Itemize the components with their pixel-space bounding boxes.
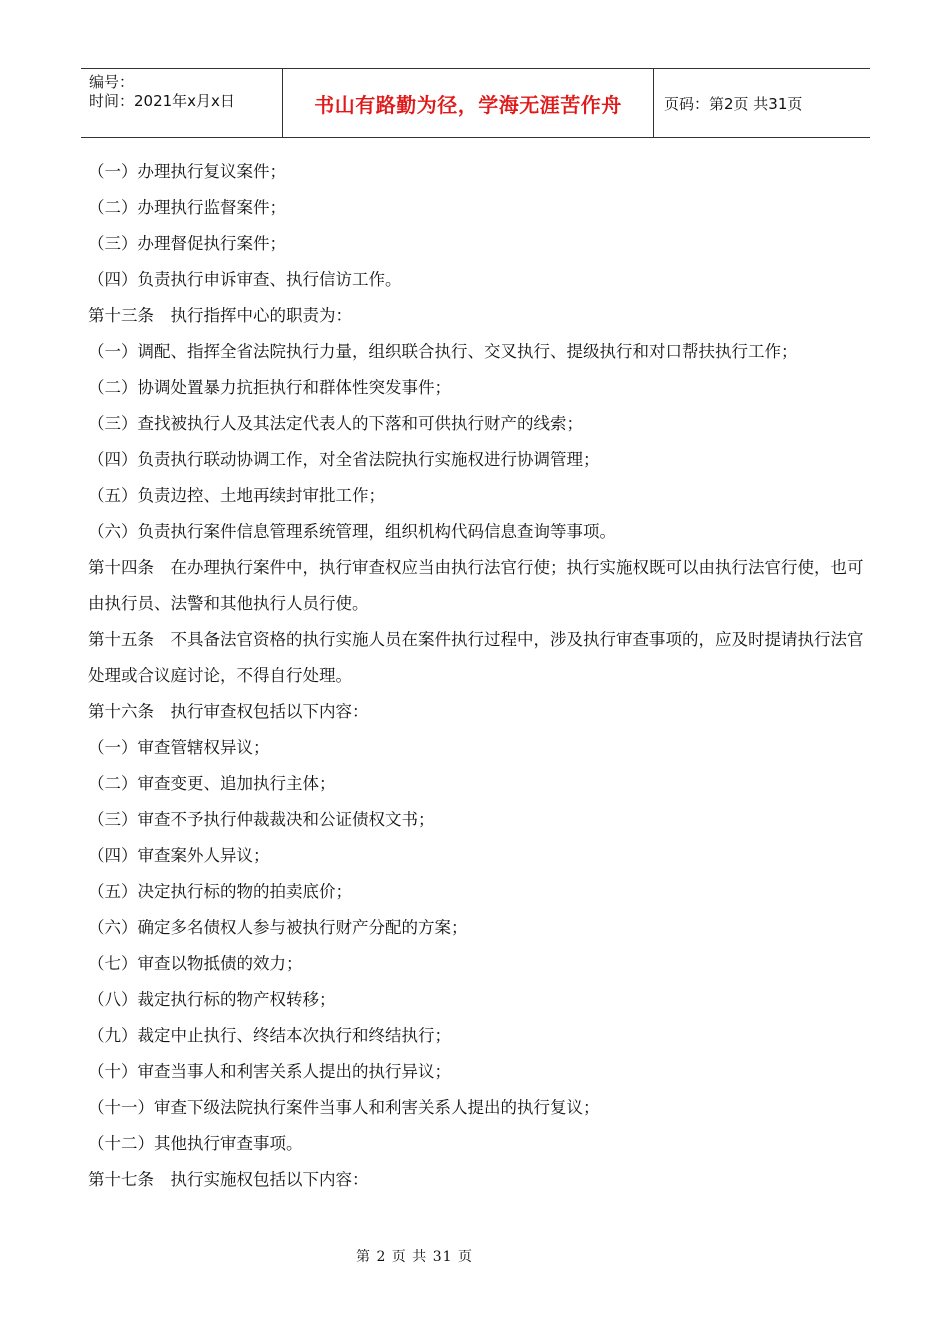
header-page-label: 页码：第2页 共31页 [664, 94, 803, 113]
paragraph: （十二）其他执行审查事项。 [88, 1134, 303, 1153]
paragraph: （一）审查管辖权异议； [88, 738, 270, 757]
footer-page-number: 第 2 页 共 31 页 [356, 1249, 473, 1265]
paragraph: （六）确定多名债权人参与被执行财产分配的方案； [88, 918, 468, 937]
header-meta [81, 69, 283, 137]
header-motto: 书山有路勤为径，学海无涯苦作舟 [314, 92, 622, 117]
paragraph: （一）调配、指挥全省法院执行力量，组织联合执行、交叉执行、提级执行和对口帮扶执行工作； [88, 342, 798, 361]
document-body [88, 154, 864, 1198]
paragraph: （三）办理督促执行案件； [88, 234, 286, 253]
paragraph: （六）负责执行案件信息管理系统管理，组织机构代码信息查询等事项。 [88, 522, 616, 541]
document-number-label: 编号： [89, 73, 135, 91]
paragraph: （八）裁定执行标的物产权转移； [88, 990, 336, 1009]
paragraph: （三）审查不予执行仲裁裁决和公证债权文书； [88, 810, 435, 829]
paragraph: （四）负责执行申诉审查、执行信访工作。 [88, 270, 402, 289]
article-paragraph: 第十四条 在办理执行案件中，执行审查权应当由执行法官行使；执行实施权既可以由执行法官行使，也可由执行员、法警和其他执行人员行使。 [88, 558, 864, 613]
paragraph: （二）协调处置暴力抗拒执行和群体性突发事件； [88, 378, 451, 397]
paragraph: （九）裁定中止执行、终结本次执行和终结执行； [88, 1026, 451, 1045]
paragraph: （二）审查变更、追加执行主体； [88, 774, 336, 793]
page-footer [0, 1246, 950, 1266]
document-date-label: 时间：2021年x月x日 [89, 92, 235, 110]
header-motto-cell [283, 69, 654, 137]
page-header [81, 68, 870, 138]
header-page-cell [654, 69, 870, 137]
paragraph: （一）办理执行复议案件； [88, 162, 286, 181]
paragraph: （五）决定执行标的物的拍卖底价； [88, 882, 352, 901]
paragraph: （五）负责边控、土地再续封审批工作； [88, 486, 385, 505]
article-heading: 第十七条 执行实施权包括以下内容： [88, 1170, 369, 1189]
paragraph: （四）审查案外人异议； [88, 846, 270, 865]
paragraph: （十一）审查下级法院执行案件当事人和利害关系人提出的执行复议； [88, 1098, 600, 1117]
article-heading: 第十六条 执行审查权包括以下内容： [88, 702, 369, 721]
paragraph: （四）负责执行联动协调工作，对全省法院执行实施权进行协调管理； [88, 450, 600, 469]
paragraph: （十）审查当事人和利害关系人提出的执行异议； [88, 1062, 451, 1081]
article-heading: 第十三条 执行指挥中心的职责为： [88, 306, 352, 325]
paragraph: （三）查找被执行人及其法定代表人的下落和可供执行财产的线索； [88, 414, 583, 433]
paragraph: （七）审查以物抵债的效力； [88, 954, 303, 973]
article-paragraph: 第十五条 不具备法官资格的执行实施人员在案件执行过程中，涉及执行审查事项的，应及时提请执行法官处理或合议庭讨论，不得自行处理。 [88, 630, 864, 685]
paragraph: （二）办理执行监督案件； [88, 198, 286, 217]
